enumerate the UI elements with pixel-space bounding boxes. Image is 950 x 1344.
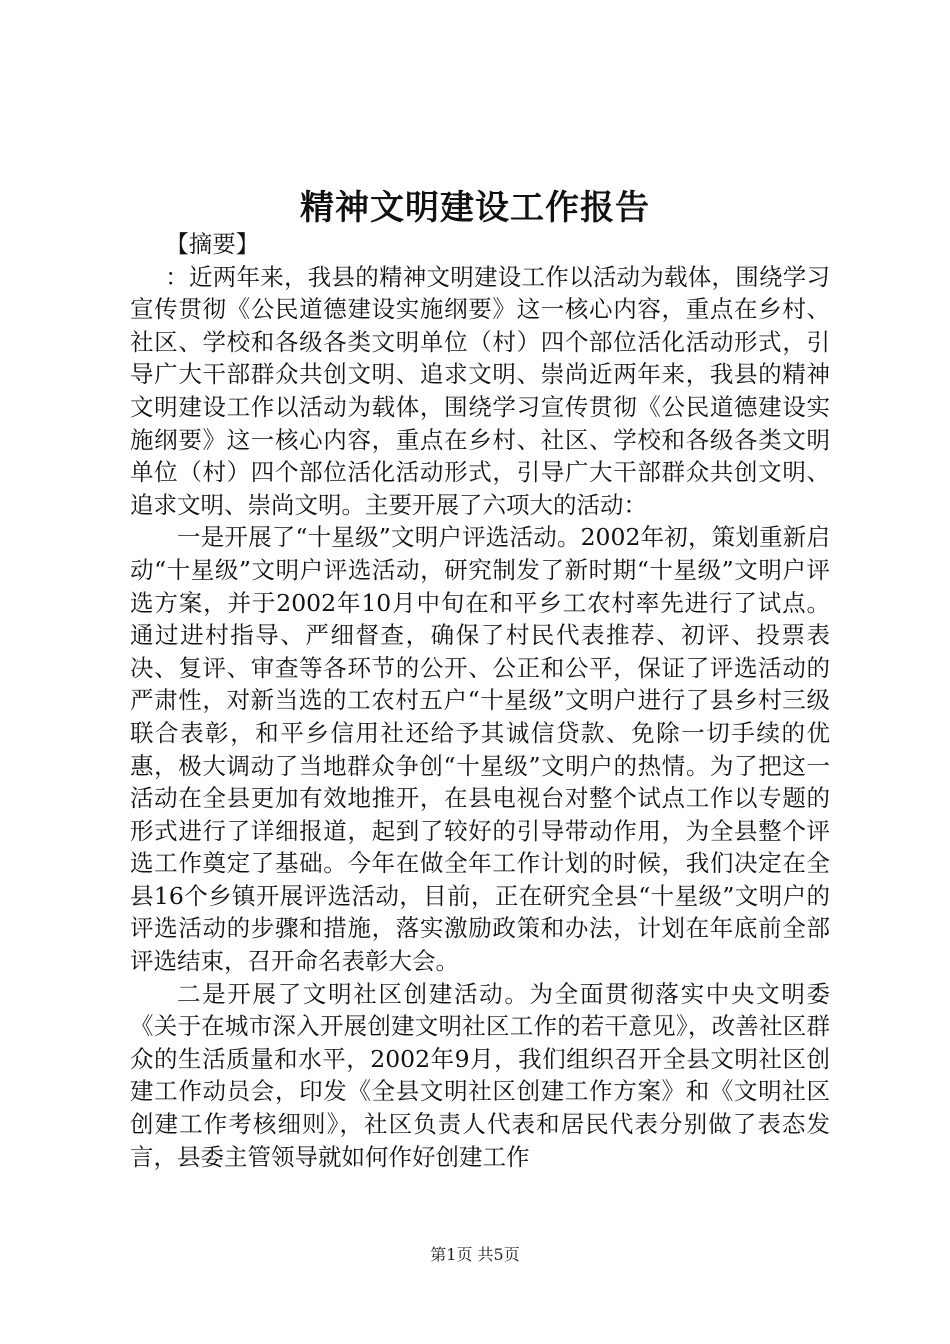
body-paragraph-1: 一是开展了“十星级”文明户评选活动。2002年初，策划重新启动“十星级”文明户评选活动，研究制发了新时期“十星级”文明户评选方案，并于2002年10月中旬在和平乡工农村率先进行了试点。通过进村指导、严细督查，确保了村民代表推荐、初评、投票表决、复评、审查等各环节的公开、公正和公平，保证了评选活动的严肃性，对新当选的工农村五户“十星级”文明户进行了县乡村三级联合表彰，和平乡信用社还给予其诚信贷款、免除一切手续的优惠，极大调动了当地群众争创“十星级”文明户的热情。为了把这一活动在全县更加有效地推开，在县电视台对整个试点工作以专题的形式进行了详细报道，起到了较好的引导带动作用，为全县整个评选工作奠定了基础。今年在做全年工作计划的时候，我们决定在全县16个乡镇开展评选活动，目前，正在研究全县“十星级”文明户的评选活动的步骤和措施，落实激励政策和办法，计划在年底前全部评选结束，召开命名表彰大会。 — [130, 523, 830, 976]
document-body — [130, 228, 830, 1173]
body-paragraph-2: 二是开展了文明社区创建活动。为全面贯彻落实中央文明委《关于在城市深入开展创建文明社区工作的若干意见》，改善社区群众的生活质量和水平，2002年9月，我们组织召开全县文明社区创建工作动员会，印发《全县文明社区创建工作方案》和《文明社区创建工作考核细则》，社区负责人代表和居民代表分别做了表态发言，县委主管领导就如何作好创建工作 — [130, 979, 830, 1171]
document-title: 精神文明建设工作报告 — [300, 188, 650, 228]
abstract-paragraph: ：近两年来，我县的精神文明建设工作以活动为载体，围绕学习宣传贯彻《公民道德建设实施纲要》这一核心内容，重点在乡村、社区、学校和各级各类文明单位（村）四个部位活化活动形式，引导广大干部群众共创文明、追求文明、崇尚近两年来，我县的精神文明建设工作以活动为载体，围绕学习宣传贯彻《公民道德建设实施纲要》这一核心内容，重点在乡村、社区、学校和各级各类文明单位（村）四个部位活化活动形式，引导广大干部群众共创文明、追求文明、崇尚文明。主要开展了六项大的活动： — [130, 262, 830, 519]
page-indicator: 第1页 共5页 — [430, 1245, 520, 1264]
abstract-label: 【摘要】 — [165, 230, 260, 258]
